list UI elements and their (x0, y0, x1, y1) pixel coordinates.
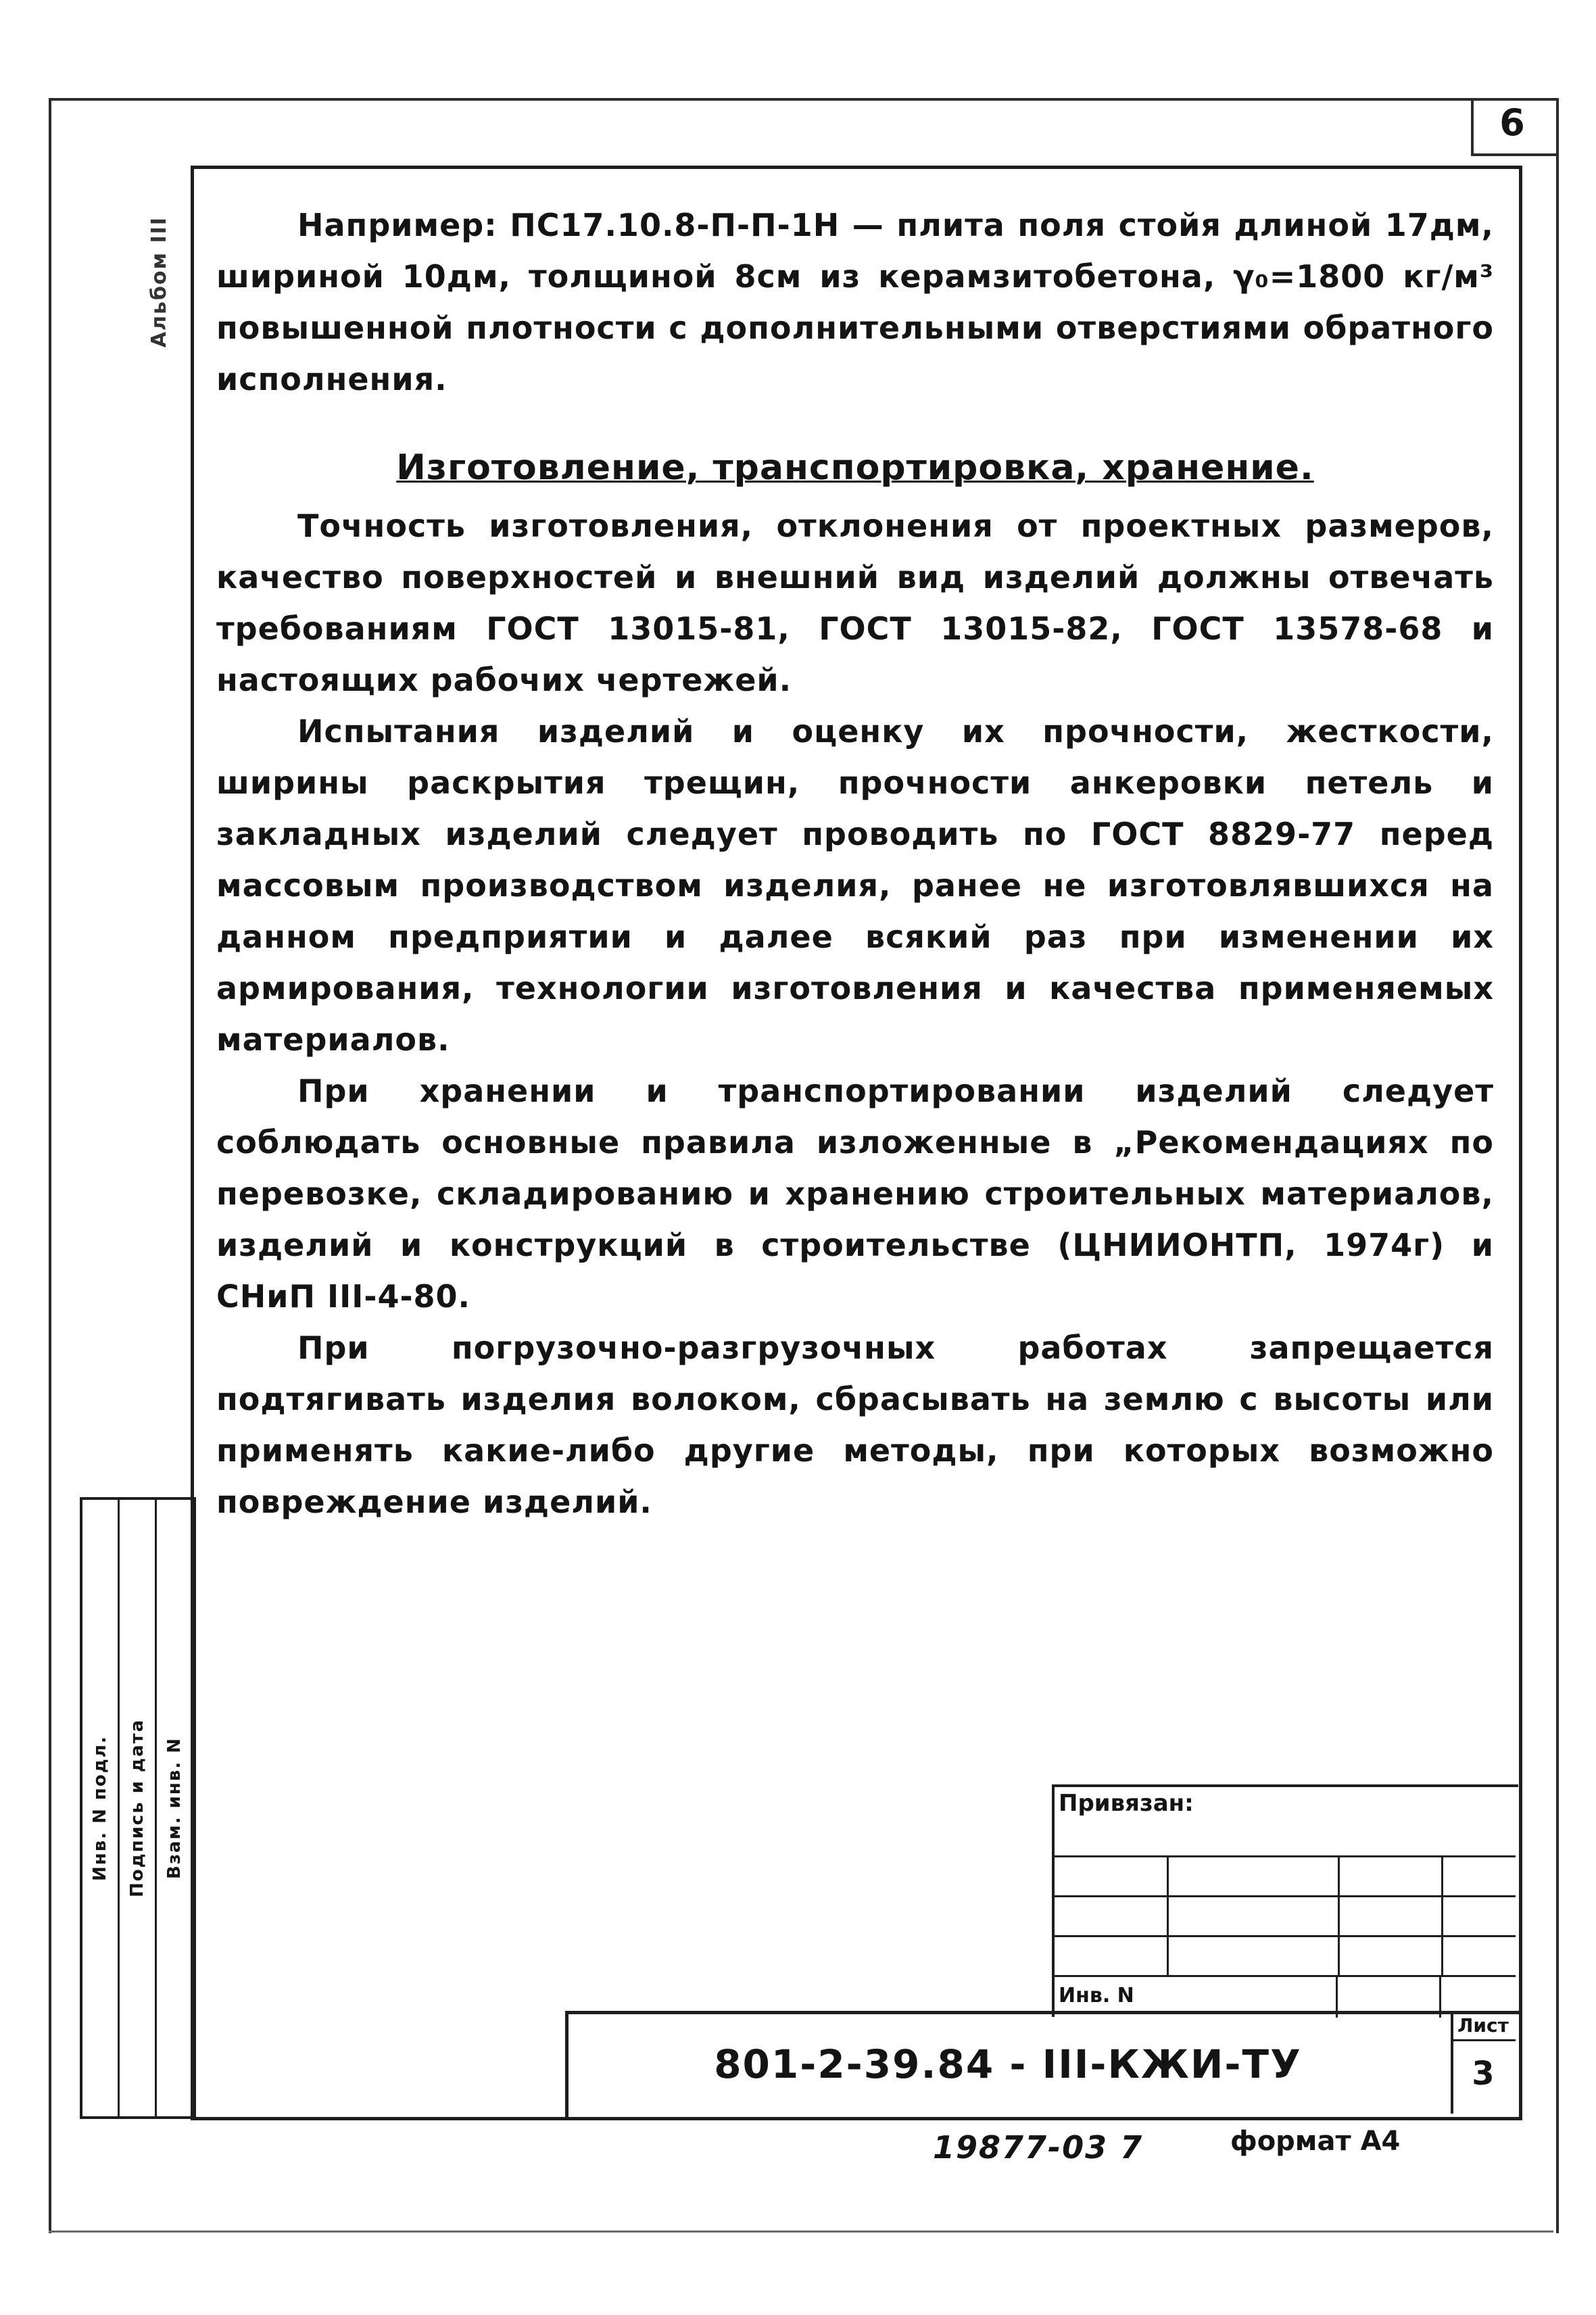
album-stamp: Альбом III (147, 216, 171, 348)
paragraph-testing: Испытания изделий и оценку их прочности, жесткости, ширины раскрытия трещин, прочности анкеровки петель и закладных изделий следует проводить по ГОСТ 8829-77 перед массовым производством изделия, ранее не изготовлявшихся на данном предприятии и далее всякий раз при изменении их армирования, технологии изготовления и качества применяемых материалов. (216, 713, 1494, 1058)
paragraph-loading: При погрузочно-разгрузочных работах запрещается подтягивать изделия волоком, сбрасывать на землю с высоты или применять какие-либо другие методы, при которых возможно повреждение изделий. (216, 1330, 1494, 1520)
document-body (216, 199, 1494, 1528)
paragraph-accuracy: Точность изготовления, отклонения от проектных размеров, качество поверхностей и внешний вид изделий должны отвечать требованиям ГОСТ 13015-81, ГОСТ 13015-82, ГОСТ 13578-68 и настоящих рабочих чертежей. (216, 508, 1494, 698)
section-heading: Изготовление, транспортировка, хранение. (396, 447, 1314, 488)
sheet-label: Лист (1451, 2014, 1516, 2041)
bottom-border (49, 2231, 1553, 2233)
example-paragraph: Например: ПС17.10.8-П-П-1Н — плита поля стойя длиной 17дм, шириной 10дм, толщиной 8см из керамзитобетона, γ₀=1800 кг/м³ повышенной плотности с дополнительными отверстиями обратного исполнения. (216, 207, 1494, 397)
sheet-number: 3 (1472, 2055, 1495, 2093)
side-col-replace (157, 1500, 192, 2116)
binding-label: Привязан: (1059, 1790, 1194, 1817)
page-number: 6 (1499, 101, 1525, 144)
document-code: 801-2-39.84 - III-КЖИ-ТУ (714, 2041, 1302, 2087)
inventory-label: Инв. N (1059, 1984, 1134, 2007)
side-cell-inventory: Инв. N подл. (90, 1735, 110, 1881)
paragraph-storage: При хранении и транспортировании изделий следует соблюдать основные правила изложенные в „Рекомендациях по перевозке, складированию и хранению строительных материалов, изделий и конструкций в строительстве (ЦНИИОНТП, 1974г) и СНиП III-4-80. (216, 1073, 1494, 1315)
format-label: формат А4 (1230, 2126, 1401, 2157)
side-signature-table (80, 1497, 196, 2119)
side-col-inventory (82, 1500, 120, 2116)
side-col-signature (120, 1500, 157, 2116)
binding-row (1052, 1935, 1516, 1975)
copy-number: 19877-03 7 (933, 2129, 1144, 2166)
binding-row (1052, 1855, 1516, 1895)
side-cell-replace: Взам. инв. N (164, 1737, 185, 1879)
binding-row (1052, 1895, 1516, 1935)
side-cell-signature: Подпись и дата (127, 1718, 147, 1898)
